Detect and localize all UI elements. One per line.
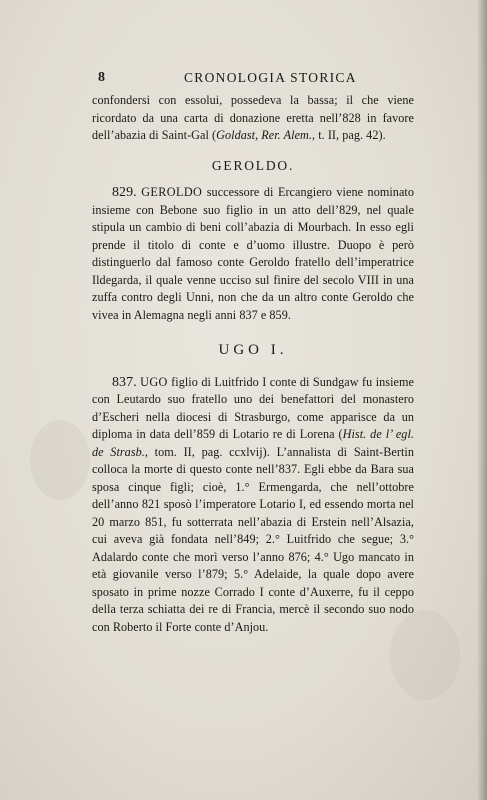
ugo-citation: Hist. de l’ egl. de Strasb. [92,427,414,459]
running-head [92,66,414,86]
geroldo-year: 829. [112,185,137,200]
geroldo-paragraph [92,184,414,324]
ugo-text-1: figlio di Luitfrido I conte di Sundgaw fu insieme con Leutardo suo fratello uno dei benefattori del monastero d’Escheri nella diocesi di Strasburgo, come apparisce da un diploma in data dell’859 di Lotario re di Lorena ( [92,374,414,441]
page-number: 8 [98,70,106,85]
ugo-paragraph [92,374,414,637]
intro-text-2: , t. II, pag. 42). [312,128,386,142]
ugo-name: UGO [140,374,168,389]
ugo-text-2: , tom. II, pag. ccxlvij). L’annalista di Saint-Bertin colloca la morte di questo conte nell’837. Egli ebbe da Bara sua sposa cinque figli; cioè, 1.° Ermengarda, che nell’ottobre dell’anno 821 sposò l’imperatore Lotario I, ed essendo morta nel 20 marzo 851, fu sotterrata nell’abazia di Erstein nell’Alsazia, cui aveva già fondata nell’849; 2.° Luitfrido che segue; 3.° Adalardo conte che morì verso l’anno 876; 4.° Ugo mancato in età giovanile verso l’879; 5.° Adelaide, la quale dopo avere sposato in prime nozze Corrado I conte d’Auxerre, fu il ceppo della terza schiatta dei re di Francia, mercè il secondo suo nodo con Roberto il Forte conte d’Anjou. [92,444,414,634]
section-heading-geroldo: GEROLDO. [211,157,295,173]
paper-stain [30,420,90,500]
spine-shadow [477,0,487,800]
running-title: CRONOLOGIA STORICA [184,70,357,85]
text-block [92,66,414,636]
intro-paragraph [92,92,414,145]
geroldo-name: GEROLDO [141,185,203,199]
section-heading-ugo: UGO I. [218,342,288,358]
intro-citation: Goldast, Rer. Alem. [216,128,312,142]
ugo-year: 837. [112,374,137,390]
intro-text-1: confondersi con essolui, possedeva la bassa; il che viene ricordato da una carta di donazione eretta nell’828 in favore dell’abazia di Saint-Gal ( [92,93,414,142]
geroldo-text: successore di Ercangiero viene nominato insieme con Bebone suo figlio in un atto dell’829, nel quale stipula un cambio di beni coll’abazia di Mourbach. In esso egli prende il titolo di conte e d’uomo illustre. Duopo è però distinguerlo dal famoso conte Geroldo fratello dell’imperatrice Ildegarda, il quale venne ucciso sul finire del secolo VIII in una zuffa contro degli Unni, non che da un altro conte Geroldo che vivea in Alemagna negli anni 837 e 859. [92,185,414,322]
